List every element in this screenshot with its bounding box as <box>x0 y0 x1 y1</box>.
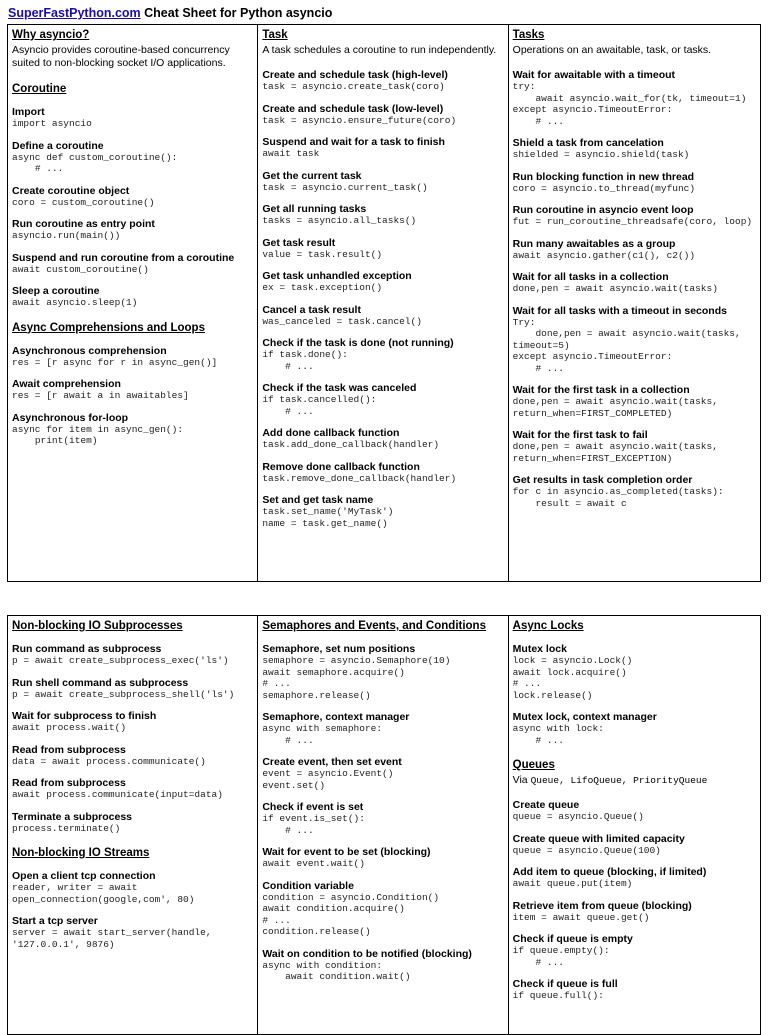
item-title: Mutex lock, context manager <box>512 711 657 723</box>
code-snippet: event = asyncio.Event() event.set() <box>262 768 394 791</box>
code-snippet: queue = asyncio.Queue(100) <box>512 844 661 856</box>
code-snippet: item = await queue.get() <box>512 911 650 923</box>
cheat-item <box>262 304 503 328</box>
item-title: Condition variable <box>262 879 354 892</box>
item-title: Read from subprocess <box>12 743 126 756</box>
code-snippet: if task.done(): # ... <box>262 349 348 372</box>
item-title: Check if the task was canceled <box>262 382 417 394</box>
cheat-item <box>513 900 756 924</box>
item-title: Read from subprocess <box>12 777 126 789</box>
code-snippet: shielded = asyncio.shield(task) <box>512 149 690 160</box>
item-title: Retrieve item from queue (blocking) <box>512 899 692 912</box>
item-title: Create and schedule task (high-level) <box>262 69 448 81</box>
item-title: Wait for subprocess to finish <box>12 710 157 722</box>
cheat-table-bottom <box>7 615 761 1035</box>
item-title: Wait for awaitable with a timeout <box>512 69 676 81</box>
section-description: Operations on an awaitable, task, or tasks. <box>512 44 712 56</box>
item-title: Add item to queue (blocking, if limited) <box>512 866 707 878</box>
column <box>509 25 760 581</box>
code-snippet: tasks = asyncio.all_tasks() <box>262 215 417 226</box>
cheat-item <box>513 866 756 890</box>
cheat-item <box>12 140 253 175</box>
column <box>258 616 508 1034</box>
item-title: Run many awaitables as a group <box>512 237 676 250</box>
cheat-item <box>262 270 503 294</box>
code-snippet: done,pen = await asyncio.wait(tasks, return_when=FIRST_EXCEPTION) <box>512 441 724 464</box>
cheat-item <box>262 643 503 701</box>
item-title: Create event, then set event <box>262 756 402 768</box>
column <box>509 616 760 1034</box>
code-snippet: server = await start_server(handle, '127.0.0.1', 9876) <box>12 927 218 950</box>
item-title: Create queue with limited capacity <box>512 832 685 845</box>
code-snippet: await queue.put(item) <box>512 878 633 889</box>
item-title: Create queue <box>512 799 580 811</box>
code-snippet: task.remove_done_callback(handler) <box>262 472 457 484</box>
cheat-item <box>513 204 756 228</box>
code-snippet: if queue.empty(): # ... <box>512 945 610 968</box>
cheat-item <box>12 218 253 242</box>
code-snippet: if event.is_set(): # ... <box>262 813 365 836</box>
code-snippet: was_canceled = task.cancel() <box>262 315 422 327</box>
cheat-item <box>513 799 756 823</box>
cheat-item <box>513 643 756 701</box>
code-snippet: await task <box>262 148 320 159</box>
item-title: Semaphore, set num positions <box>262 643 416 655</box>
section-heading: Semaphores and Events, and Conditions <box>262 620 486 632</box>
item-title: Mutex lock <box>512 643 567 655</box>
cheat-item <box>262 846 503 870</box>
code-snippet: if queue.full(): <box>512 990 604 1001</box>
cheat-item <box>12 106 253 130</box>
cheat-item <box>513 833 756 857</box>
code-snippet: await event.wait() <box>262 858 365 869</box>
code-snippet: done,pen = await asyncio.wait(tasks) <box>512 283 718 294</box>
column <box>8 25 258 581</box>
code-snippet: process.terminate() <box>12 822 121 834</box>
cheat-item <box>12 915 253 950</box>
item-title: Run command as subprocess <box>12 643 162 655</box>
cheat-item <box>262 494 503 529</box>
item-title: Get all running tasks <box>262 203 367 215</box>
cheat-item <box>262 880 503 938</box>
item-title: Check if queue is full <box>512 978 618 990</box>
item-title: Start a tcp server <box>12 915 98 927</box>
code-snippet: task = asyncio.current_task() <box>262 181 428 193</box>
code-snippet: condition = asyncio.Condition() await condition.acquire() # ... condition.release() <box>262 891 440 937</box>
cheat-item <box>262 801 503 836</box>
code-snippet: async def custom_coroutine(): # ... <box>12 151 178 174</box>
cheat-item <box>262 382 503 417</box>
item-title: Check if event is set <box>262 801 364 813</box>
item-title: Get the current task <box>262 169 362 182</box>
item-title: Terminate a subprocess <box>12 810 133 823</box>
code-snippet: asyncio.run(main()) <box>12 230 121 241</box>
item-title: Run coroutine as entry point <box>12 218 155 230</box>
item-title: Import <box>12 106 45 118</box>
section-heading: Async Comprehensions and Loops <box>12 321 205 334</box>
code-snippet: done,pen = await asyncio.wait(tasks, return_when=FIRST_COMPLETED) <box>512 396 724 419</box>
cheat-item <box>12 285 253 309</box>
code-snippet: task = asyncio.ensure_future(coro) <box>262 114 457 126</box>
item-title: Asynchronous comprehension <box>12 344 167 357</box>
item-title: Create coroutine object <box>12 184 130 197</box>
code-snippet: task = asyncio.create_task(coro) <box>262 81 445 92</box>
cheat-item <box>262 948 503 983</box>
cheat-item <box>513 474 756 509</box>
site-link[interactable]: SuperFastPython.com <box>8 6 141 20</box>
code-snippet: await process.wait() <box>12 722 127 733</box>
cheat-item <box>12 870 253 905</box>
cheat-item <box>12 677 253 701</box>
code-snippet: Try: done,pen = await asyncio.wait(tasks, timeout=5) except asyncio.TimeoutError: # ... <box>512 316 741 374</box>
cheat-item <box>12 345 253 369</box>
section-heading: Queues <box>512 759 555 771</box>
item-title: Open a client tcp connection <box>12 870 156 882</box>
code-snippet: value = task.result() <box>262 248 383 260</box>
cheat-item <box>262 103 503 127</box>
item-title: Wait for the first task in a collection <box>512 384 690 396</box>
code-snippet: p = await create_subprocess_shell('ls') <box>12 688 235 700</box>
code-snippet: if task.cancelled(): # ... <box>262 394 377 417</box>
cheat-item <box>262 203 503 227</box>
cheat-item <box>513 933 756 968</box>
item-title: Suspend and run coroutine from a coroutine <box>12 251 235 264</box>
description-text: Via <box>512 774 531 786</box>
item-title: Remove done callback function <box>262 460 420 473</box>
cheat-item <box>262 69 503 93</box>
code-snippet: queue = asyncio.Queue() <box>512 811 644 822</box>
cheat-item <box>12 412 253 447</box>
item-title: Wait on condition to be notified (blocking) <box>262 947 472 960</box>
code-snippet: async for item in async_gen(): print(item) <box>12 423 184 446</box>
item-title: Wait for all tasks with a timeout in seconds <box>512 304 727 317</box>
code-snippet: data = await process.communicate() <box>12 755 206 767</box>
code-snippet: semaphore = asyncio.Semaphore(10) await semaphore.acquire() # ... semaphore.release() <box>262 655 451 701</box>
code-snippet: coro = asyncio.to_thread(myfunc) <box>512 182 696 194</box>
item-title: Check if queue is empty <box>512 933 633 945</box>
item-title: Sleep a coroutine <box>12 285 100 297</box>
item-title: Wait for the first task to fail <box>512 429 648 441</box>
section-heading: Non-blocking IO Subprocesses <box>12 620 183 632</box>
description-code: Queue, LifoQueue, PriorityQueue <box>530 775 708 786</box>
item-title: Shield a task from cancelation <box>512 137 664 149</box>
cheat-item <box>262 237 503 261</box>
cheat-item <box>513 711 756 746</box>
item-title: Asynchronous for-loop <box>12 411 129 424</box>
code-snippet: await custom_coroutine() <box>12 263 149 275</box>
code-snippet: task.set_name('MyTask') name = task.get_name() <box>262 506 394 529</box>
cheat-item <box>513 69 756 127</box>
cheat-item <box>513 305 756 375</box>
cheat-item <box>12 744 253 768</box>
cheat-item <box>262 461 503 485</box>
column <box>258 25 508 581</box>
cheat-item <box>12 811 253 835</box>
title-text: Cheat Sheet for Python asyncio <box>140 6 333 20</box>
cheat-item <box>12 252 253 276</box>
cheat-item <box>262 756 503 791</box>
section-description <box>513 774 756 787</box>
item-title: Run coroutine in asyncio event loop <box>512 204 694 216</box>
item-title: Get task unhandled exception <box>262 270 412 282</box>
cheat-item <box>12 378 253 402</box>
code-snippet: import asyncio <box>12 118 92 129</box>
item-title: Add done callback function <box>262 427 400 439</box>
code-snippet: await process.communicate(input=data) <box>12 789 223 800</box>
cheat-item <box>513 429 756 464</box>
section-heading: Task <box>262 29 288 41</box>
item-title: Create and schedule task (low-level) <box>262 102 444 115</box>
section-description: A task schedules a coroutine to run independently. <box>262 44 497 56</box>
cheat-item <box>262 427 503 451</box>
code-snippet: async with condition: await condition.wait() <box>262 959 411 982</box>
cheat-item <box>513 137 756 161</box>
cheat-item <box>513 384 756 419</box>
cheat-item <box>262 337 503 372</box>
section-heading: Async Locks <box>512 620 584 632</box>
item-title: Get task result <box>262 236 336 249</box>
cheat-item <box>12 185 253 209</box>
cheat-item <box>513 238 756 262</box>
cheat-item <box>513 171 756 195</box>
code-snippet: for c in asyncio.as_completed(tasks): result = await c <box>512 486 724 509</box>
section-heading: Tasks <box>512 29 545 41</box>
code-snippet: fut = run_coroutine_threadsafe(coro, loop) <box>512 216 753 227</box>
cheat-item <box>12 643 253 667</box>
code-snippet: await asyncio.sleep(1) <box>12 297 138 308</box>
code-snippet: res = [r async for r in async_gen()] <box>12 356 218 368</box>
item-title: Wait for all tasks in a collection <box>512 271 669 283</box>
code-snippet: await asyncio.gather(c1(), c2()) <box>512 249 696 261</box>
code-snippet: async with semaphore: # ... <box>262 723 383 746</box>
item-title: Cancel a task result <box>262 303 361 316</box>
item-title: Semaphore, context manager <box>262 711 410 723</box>
section-description: Asyncio provides coroutine-based concurrency suited to non-blocking socket I/O applications. <box>12 44 230 69</box>
section-heading: Non-blocking IO Streams <box>12 847 150 859</box>
item-title: Define a coroutine <box>12 139 104 152</box>
cheat-table-top <box>7 24 761 582</box>
item-title: Await comprehension <box>12 378 121 390</box>
item-title: Set and get task name <box>262 494 374 506</box>
code-snippet: lock = asyncio.Lock() await lock.acquire() # ... lock.release() <box>512 655 633 701</box>
cheat-item <box>12 710 253 734</box>
code-snippet: try: await asyncio.wait_for(tk, timeout=1) except asyncio.TimeoutError: # ... <box>512 81 747 127</box>
code-snippet: ex = task.exception() <box>262 282 383 293</box>
column <box>8 616 258 1034</box>
cheat-item <box>262 711 503 746</box>
page-title <box>8 6 332 20</box>
cheat-item <box>262 170 503 194</box>
code-snippet: p = await create_subprocess_exec('ls') <box>12 655 229 666</box>
code-snippet: async with lock: # ... <box>512 723 604 746</box>
section-heading: Coroutine <box>12 83 67 95</box>
code-snippet: res = [r await a in awaitables] <box>12 390 189 401</box>
item-title: Run blocking function in new thread <box>512 170 695 183</box>
cheat-item <box>513 271 756 295</box>
code-snippet: coro = custom_coroutine() <box>12 196 155 208</box>
cheat-item <box>262 136 503 160</box>
item-title: Run shell command as subprocess <box>12 676 189 689</box>
code-snippet: reader, writer = await open_connection(google,com', 80) <box>12 882 195 905</box>
item-title: Get results in task completion order <box>512 474 693 486</box>
item-title: Check if the task is done (not running) <box>262 337 454 349</box>
item-title: Suspend and wait for a task to finish <box>262 136 445 148</box>
cheat-item <box>12 777 253 801</box>
cheat-item <box>513 978 756 1002</box>
code-snippet: task.add_done_callback(handler) <box>262 439 440 450</box>
item-title: Wait for event to be set (blocking) <box>262 846 431 858</box>
section-heading: Why asyncio? <box>12 29 90 41</box>
